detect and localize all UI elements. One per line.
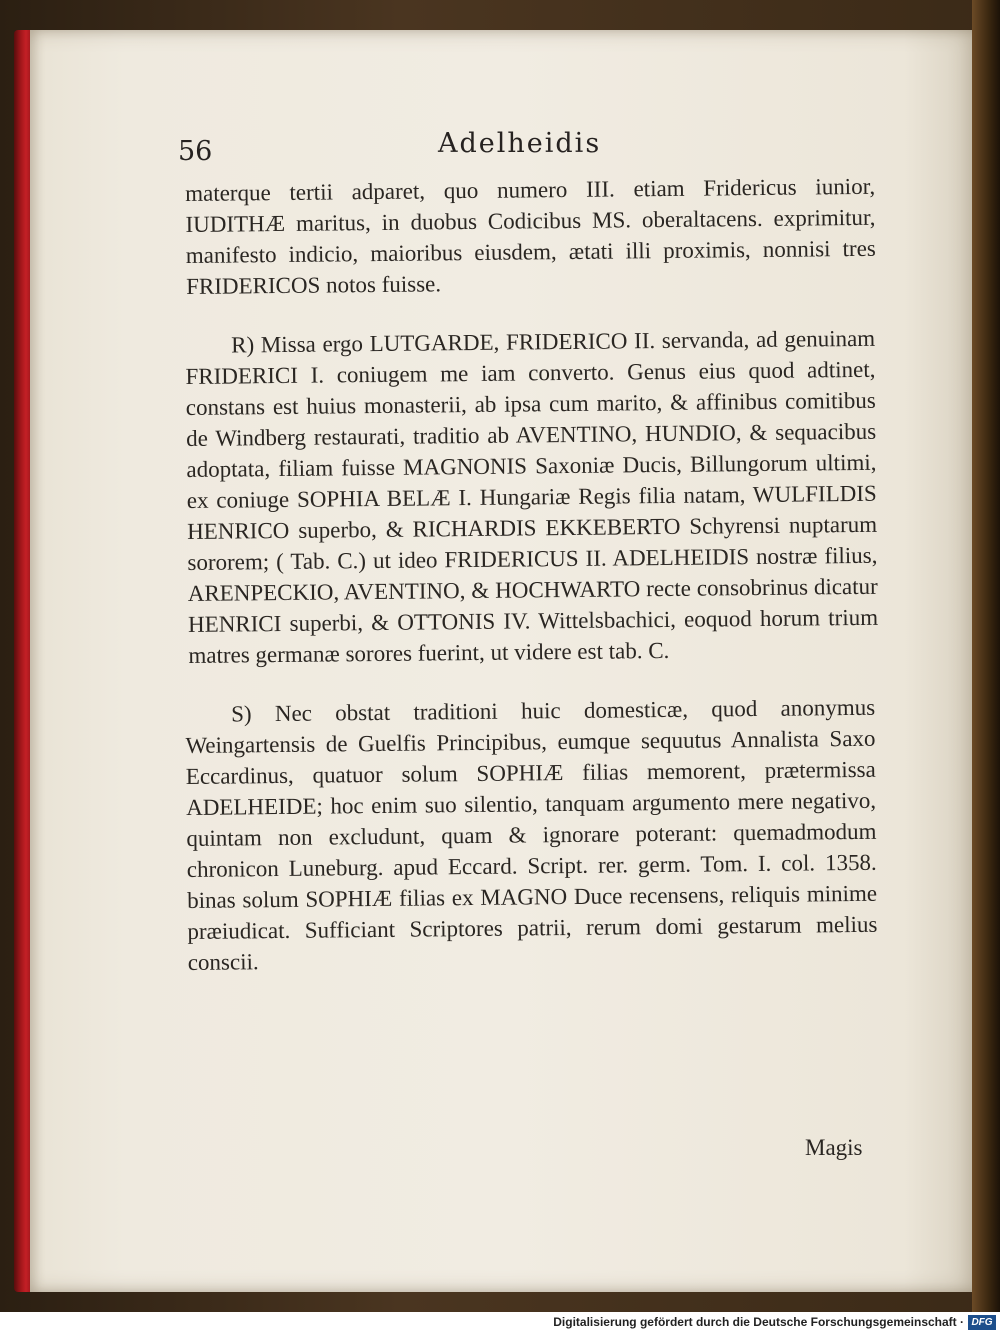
funding-credit: Digitalisierung gefördert durch die Deutsche Forschungsgemeinschaft · — [553, 1315, 964, 1329]
paragraph-r: R) Missa ergo LUTGARDE, FRIDERICO II. servanda, ad genuinam FRIDERICI I. coniugem me iam converto. Genus eius quod adtinet, constans est huius monasterii, ab ipsa cum marito, & affinibus comitibus de Windberg restaurati, traditio ab AVENTINO, HUNDIO, & sequacibus adoptata, filiam fuisse MAGNONIS Saxoniæ Ducis, Billungorum ultimi, ex coniuge SOPHIA BELÆ I. Hungariæ Regis filia natam, WULFILDIS HENRICO superbo, & RICHARDIS EKKEBERTO Schyrensi nuptarum sororem; ( Tab. C.) ut ideo FRIDERICUS II. ADELHEIDIS nostræ filius, ARENPECKIO, AVENTINO, & HOCHWARTO recte consobrinus dicatur HENRICI superbi, & OTTONIS IV. Wittelsbachici, eoquod horum trium matres germanæ sorores fuerint, ut videre est tab. C. — [185, 325, 879, 668]
running-head: Adelheidis — [438, 128, 602, 159]
catchword: Magis — [805, 1135, 863, 1160]
page-header — [178, 128, 868, 178]
book-binding-edge — [972, 0, 1000, 1312]
footer-bar — [0, 1312, 1000, 1334]
page-number: 56 — [178, 136, 213, 167]
paragraph-s: S) Nec obstat traditioni huic domesticæ, quod anonymus Weingartensis de Guelfis Principibus, eumque sequutus Annalista Saxo Eccardinus, quatuor solum SOPHIÆ filias memorent, prætermissa ADELHEIDE; hoc enim suo silentio, tanquam argumento mere negativo, quintam non excludunt, quam & ignorare poterant: quemadmodum chronicon Luneburg. apud Eccard. Script. rer. germ. Tom. I. col. 1358. binas solum SOPHIÆ filias ex MAGNO Duce recensens, reliquis minime præiudicat. Sufficiant Scriptores patrii, rerum domi gestarum melius conscii. — [185, 694, 878, 975]
page-body — [185, 173, 879, 1006]
paragraph-continuation: materque tertii adparet, quo numero III. etiam Fridericus iunior, IUDITHÆ maritus, in duobus Codicibus MS. oberaltacens. exprimitur, manifesto indicio, maioribus eiusdem, ætati illi proximis, nonnisi tres FRIDERICOS notos fuisse. — [185, 173, 876, 299]
dfg-logo-icon: DFG — [968, 1315, 996, 1330]
